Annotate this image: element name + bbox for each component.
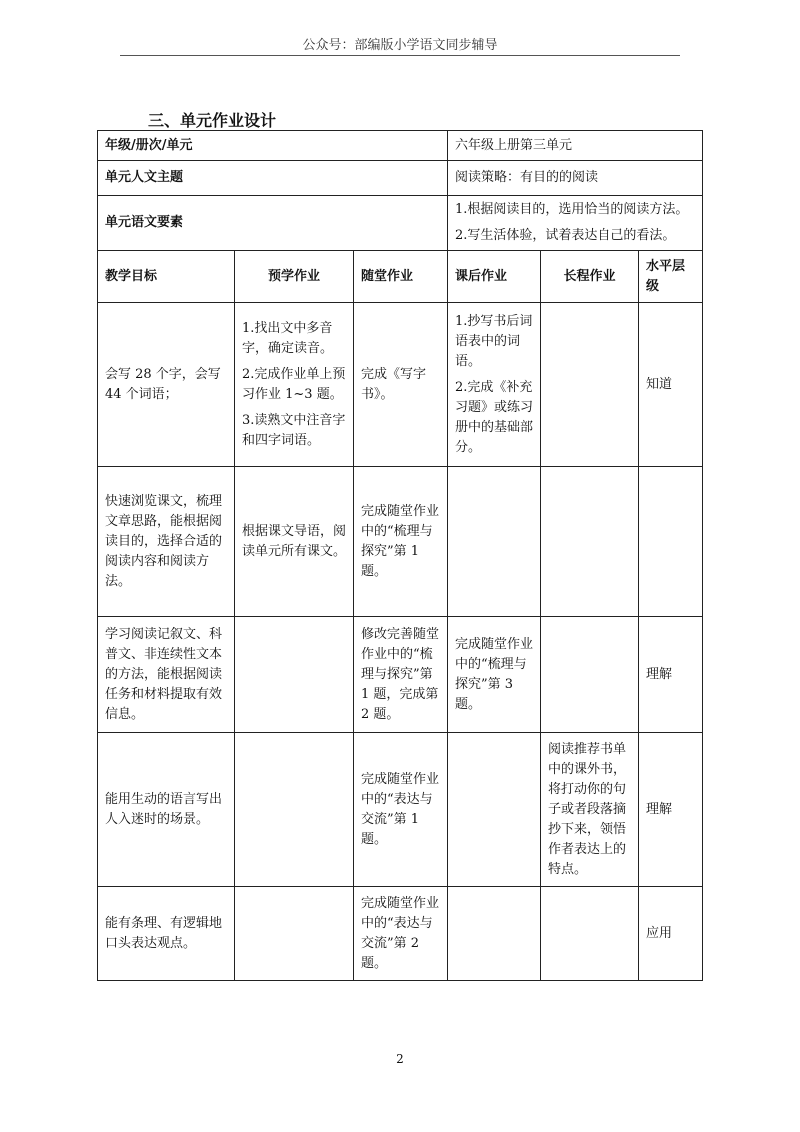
class-item: 修改完善随堂作业中的“梳理与探究”第 1 题，完成第 2 题。 bbox=[361, 626, 440, 722]
class-item: 完成随堂作业中的“梳理与探究”第 1 题。 bbox=[361, 503, 440, 579]
pre-item: 根据课文导语，阅读单元所有课文。 bbox=[242, 523, 347, 559]
col-header-pre: 预学作业 bbox=[235, 251, 354, 303]
pre-cell bbox=[235, 733, 354, 887]
after-item: 完成随堂作业中的“梳理与探究”第 3 题。 bbox=[455, 636, 534, 712]
grade-value: 六年级上册第三单元 bbox=[448, 131, 703, 161]
col-header-long: 长程作业 bbox=[541, 251, 639, 303]
elements-label: 单元语文要素 bbox=[98, 196, 448, 251]
long-cell bbox=[541, 467, 639, 617]
level-cell: 理解 bbox=[639, 733, 703, 887]
info-row-elements bbox=[98, 196, 703, 251]
table-row bbox=[98, 467, 703, 617]
level-cell: 知道 bbox=[639, 303, 703, 467]
elements-value bbox=[448, 196, 703, 251]
long-cell bbox=[541, 733, 639, 887]
pre-item: 1.找出文中多音字，确定读音。 bbox=[242, 320, 334, 356]
pre-cell bbox=[235, 617, 354, 733]
level-cell: 理解 bbox=[639, 617, 703, 733]
after-item: 1.抄写书后词语表中的词语。 bbox=[455, 313, 533, 369]
column-header-row bbox=[98, 251, 703, 303]
goal-cell: 会写 28 个字，会写 44 个词语； bbox=[98, 303, 235, 467]
page-header: 公众号：部编版小学语文同步辅导 bbox=[302, 38, 498, 53]
after-cell bbox=[448, 887, 541, 981]
goal-cell: 学习阅读记叙文、科普文、非连续性文本的方法，能根据阅读任务和材料提取有效信息。 bbox=[98, 617, 235, 733]
pre-cell bbox=[235, 467, 354, 617]
theme-label: 单元人文主题 bbox=[98, 161, 448, 196]
after-item: 2.完成《补充习题》或练习册中的基础部分。 bbox=[455, 379, 534, 455]
goal-cell: 能有条理、有逻辑地口头表达观点。 bbox=[98, 887, 235, 981]
info-row-grade bbox=[98, 131, 703, 161]
after-cell bbox=[448, 617, 541, 733]
level-cell: 应用 bbox=[639, 887, 703, 981]
class-item: 完成《写字书》。 bbox=[361, 366, 427, 402]
pre-item: 2.完成作业单上预习作业 1~3 题。 bbox=[242, 366, 346, 402]
page-number: 2 bbox=[396, 1052, 404, 1066]
after-cell bbox=[448, 733, 541, 887]
after-cell bbox=[448, 467, 541, 617]
class-cell bbox=[354, 617, 448, 733]
long-cell bbox=[541, 617, 639, 733]
pre-cell bbox=[235, 303, 354, 467]
class-item: 完成随堂作业中的“表达与交流”第 1 题。 bbox=[361, 771, 440, 847]
info-row-theme bbox=[98, 161, 703, 196]
table-row bbox=[98, 303, 703, 467]
long-item: 阅读推荐书单中的课外书，将打动你的句子或者段落摘抄下来，领悟作者表达上的特点。 bbox=[548, 741, 627, 877]
element-item: 1.根据阅读目的，选用恰当的阅读方法。 bbox=[455, 202, 689, 217]
homework-design-table bbox=[97, 130, 703, 981]
class-cell bbox=[354, 303, 448, 467]
after-cell bbox=[448, 303, 541, 467]
section-title: 三、单元作业设计 bbox=[148, 111, 277, 130]
goal-cell: 能用生动的语言写出人入迷时的场景。 bbox=[98, 733, 235, 887]
col-header-class: 随堂作业 bbox=[354, 251, 448, 303]
goal-cell: 快速浏览课文，梳理文章思路，能根据阅读目的，选择合适的阅读内容和阅读方法。 bbox=[98, 467, 235, 617]
pre-cell bbox=[235, 887, 354, 981]
class-cell bbox=[354, 733, 448, 887]
long-cell bbox=[541, 887, 639, 981]
class-cell bbox=[354, 467, 448, 617]
table-row bbox=[98, 733, 703, 887]
long-cell bbox=[541, 303, 639, 467]
col-header-goal: 教学目标 bbox=[98, 251, 235, 303]
col-header-after: 课后作业 bbox=[448, 251, 541, 303]
header-rule bbox=[120, 55, 680, 56]
element-item: 2.写生活体验，试着表达自己的看法。 bbox=[455, 228, 676, 243]
pre-item: 3.读熟文中注音字和四字词语。 bbox=[242, 412, 346, 448]
table-row bbox=[98, 617, 703, 733]
grade-label: 年级/册次/单元 bbox=[98, 131, 448, 161]
class-item: 完成随堂作业中的“表达与交流”第 2 题。 bbox=[361, 895, 440, 971]
table-row bbox=[98, 887, 703, 981]
theme-value: 阅读策略：有目的的阅读 bbox=[448, 161, 703, 196]
level-cell bbox=[639, 467, 703, 617]
class-cell bbox=[354, 887, 448, 981]
col-header-level: 水平层级 bbox=[639, 251, 703, 303]
